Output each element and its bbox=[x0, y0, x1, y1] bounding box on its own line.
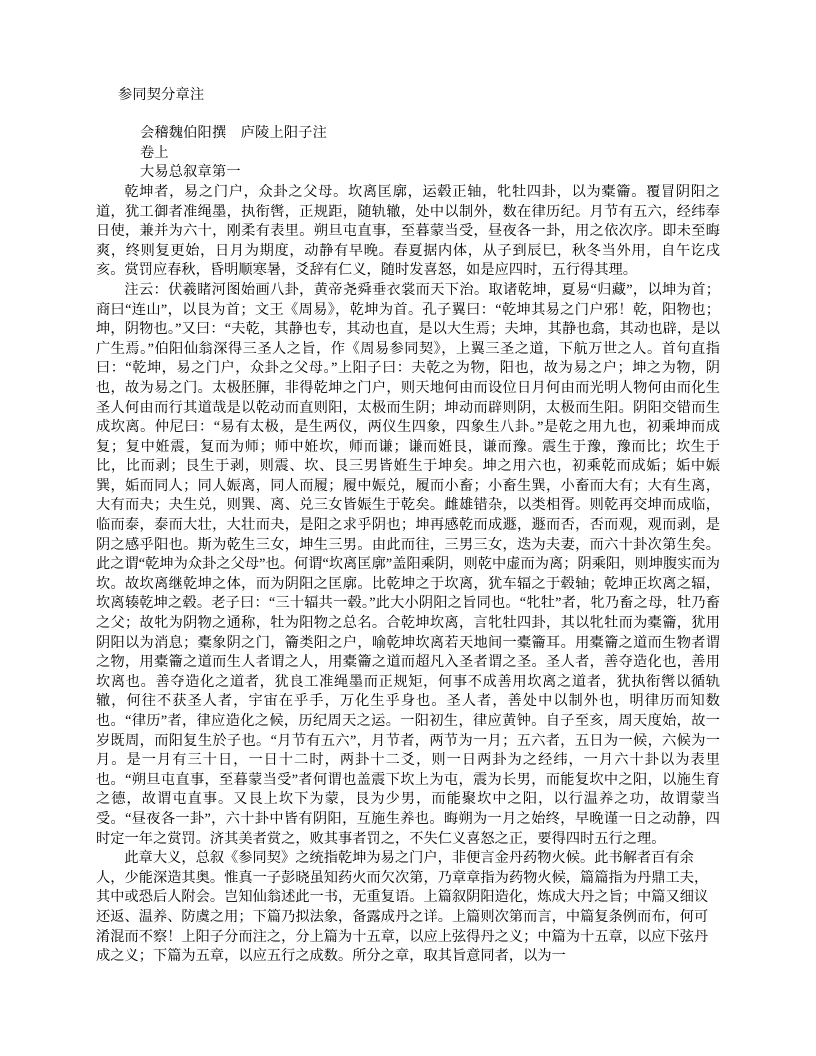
document-body bbox=[96, 88, 720, 967]
document-title: 参同契分章注 bbox=[118, 87, 205, 103]
paragraph-commentary: 注云：伏羲睹河图始画八卦，黄帝尧舜垂衣裳而天下治。取诸乾坤，夏易“归藏”，以坤为首；商曰“连山”，以艮为首；文王《周易》，乾坤为首。孔子翼曰：“乾坤其易之门户邪！乾，阳物也；坤，阴物也。”又曰：“夫乾，其静也专，其动也直，是以大生焉；夫坤，其静也翕，其动也辟，是以广生焉。”伯阳仙翁深得三圣人之旨，作《周易参同契》，上翼三圣之道，下航万世之人。首句直指曰：“乾坤，易之门户，众卦之父母。”上阳子曰：夫乾之为物，阳也，故为易之户；坤之为物，阴也，故为易之门。太极胚腪，非得乾坤之门户，则天地何由而设位日月何由而光明人物何由而化生圣人何由而行其道哉是以乾动而直则阳，太极而生阴；坤动而辟则阴，太极而生阳。阴阳交错而生成坎离。仲尼曰：“易有太极，是生两仪，两仪生四象，四象生八卦。”是乾之用九也，初乘坤而成复；复中姙震，复而为师；师中姙坎，师而谦；谦而姙艮，谦而豫。震生于豫，豫而比；坎生于比，比而剥；艮生于剥，则震、坎、艮三男皆姙生于坤矣。坤之用六也，初乘乾而成姤；姤中娠巽，姤而同人；同人娠离，同人而履；履中娠兑，履而小畜；小畜生巽，小畜而大有；大有生离，大有而夬；夬生兑，则巽、离、兑三女皆娠生于乾矣。雌雄错杂，以类相胥。则乾再交坤而成临，临而泰，泰而大壮，大壮而夬，是阳之求乎阴也；坤再感乾而成遯，遯而否，否而观，观而剥，是阴之感乎阳也。斯为乾生三女，坤生三男。由此而往，三男三女，迭为夫妻，而六十卦次第生矣。此之谓“乾坤为众卦之父母”也。何谓“坎离匡廓”盖阳乘阴，则乾中虚而为离；阴乘阳，则坤腹实而为坎。故坎离继乾坤之体，而为阴阳之匡廓。比乾坤之于坎离，犹车辐之于毂轴；乾坤正坎离之辐，坎离辏乾坤之毂。老子曰：“三十辐共一毂。”此大小阴阳之旨同也。“牝牡”者，牝乃畜之母，牡乃畜之父；故牝为阴物之通称，牡为阳物之总名。合乾坤坎离，言牝牡四卦，其以牝牡而为橐籥，犹用阴阳以为消息；橐象阴之门，籥类阳之户，喻乾坤坎离若天地间一橐籥耳。用橐籥之道而生物者谓之物，用橐籥之道而生人者谓之人，用橐籥之道而超凡入圣者谓之圣。圣人者，善夺造化也，善用坎离也。善夺造化之道者，犹良工准绳墨而正规矩，何事不成善用坎离之道者，犹执衔辔以循轨辙，何往不获圣人者，宇宙在乎手，万化生乎身也。圣人者，善处中以制外也，明律历而知数也。“律历”者，律应造化之候，历纪周天之运。一阳初生，律应黄钟。自子至亥，周天度始，故一岁既周，而阳复生於子也。“月节有五六”，月节者，两节为一月；五六者，五日为一候，六候为一月。是一月有三十日，一日十二时，两卦十二爻，则一日两卦为之经纬，一月六十卦以为表里也。“朔旦屯直事，至暮蒙当受”者何谓也盖震下坎上为屯，震为长男，而能复坎中之阳，以施生育之德，故谓屯直事。又艮上坎下为蒙，艮为少男，而能聚坎中之阳，以行温养之功，故谓蒙当受。“昼夜各一卦”，六十卦中皆有阴阳，互施生养也。晦朔为一月之始终，早晚谨一日之动静，四时定一年之赏罚。济其美者赏之，败其事者罚之，不失仁义喜怒之正，要得四时五行之理。 bbox=[96, 281, 720, 847]
paragraph-main-text: 乾坤者，易之门户，众卦之父母。坎离匡廓，运毂正轴，牝牡四卦，以为橐籥。覆冒阴阳之道，犹工御者准绳墨，执衔辔，正规距，随轨辙，处中以制外，数在律历纪。月节有五六，经纬奉日使，兼并为六十，刚柔有表里。朔旦屯直事，至暮蒙当受，昼夜各一卦，用之依次序。即未至晦爽，终则复更始，日月为期度，动静有早晚。春夏据内体，从子到辰巳，秋冬当外用，自午讫戌亥。赏罚应春秋，昏明顺寒暑，爻辞有仁义，随时发喜怒，如是应四时，五行得其理。 bbox=[96, 183, 720, 279]
paragraph-chapter-summary: 此章大义，总叙《参同契》之统指乾坤为易之门户，非便言金丹药物火候。此书解者百有余人，少能深造其奥。惟真一子彭晓虽知药火而欠次第，乃章章指为药物火候，篇篇指为丹鼎工夫，其中或恐后人附会。岂知仙翁述此一书，无重复语。上篇叙阴阳造化，炼成大丹之旨；中篇又细议还返、温养、防虞之用；下篇乃拟法象，备露成丹之详。上篇则次第而言，中篇复条例而布，何可淆混而不察！上阳子分而注之，分上篇为十五章，以应上弦得丹之义；中篇为十五章，以应下弦丹成之义；下篇为五章，以应五行之成数。所分之章，取其旨意同者，以为一 bbox=[96, 850, 709, 965]
author-byline: 会稽魏伯阳撰 庐陵上阳子注 bbox=[140, 125, 328, 142]
volume-label: 卷上 bbox=[140, 144, 169, 161]
title-spacer bbox=[96, 102, 720, 124]
chapter-heading: 大易总叙章第一 bbox=[140, 164, 241, 181]
